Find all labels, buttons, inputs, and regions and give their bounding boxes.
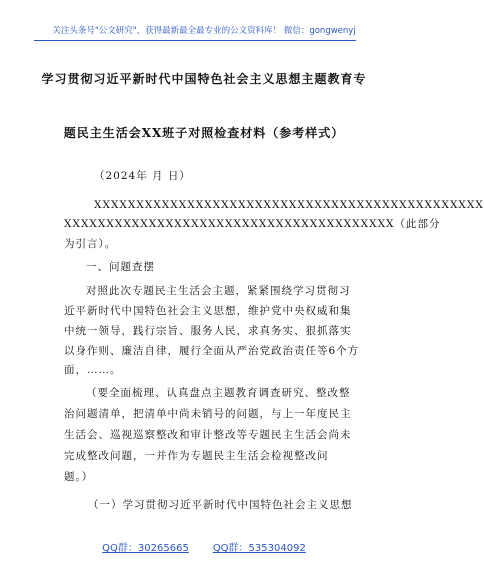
- document-title-line-2: 题民主生活会XX班子对照检查材料（参考样式）: [63, 126, 345, 140]
- footer-qq-groups: [0, 539, 408, 554]
- para2-line-3: 生活会、巡视巡察整改和审计整改等专题民主生活会尚未: [64, 429, 352, 441]
- para1-line-3: 中统一领导，践行宗旨、服务人民，求真务实、狠抓落实: [64, 325, 352, 337]
- para1-line-1: 对照此次专题民主生活会主题，紧紧围绕学习贯彻习: [86, 285, 351, 297]
- para2-line-2: 治问题清单，把清单中尚未销号的问题，与上一年度民主: [64, 408, 352, 420]
- para2-line-5: 题。）: [64, 471, 94, 483]
- intro-line-1: XXXXXXXXXXXXXXXXXXXXXXXXXXXXXXXXXXXXXXXXXXXXXX: [94, 199, 484, 211]
- qq-group-link-1[interactable]: QQ群：30265665: [102, 543, 189, 554]
- para1-line-2: 近平新时代中国特色社会主义思想，维护党中央权威和集: [64, 305, 352, 317]
- intro-line-3: 为引言）。: [64, 238, 117, 250]
- qq-group-link-2[interactable]: QQ群：535304092: [212, 543, 306, 554]
- para1-line-5: 面，……。: [64, 364, 122, 376]
- header-banner: 关注头条号"公文研究"，获得最新最全最专业的公文资料库！ 微信：gongwenyj: [52, 26, 356, 36]
- document-title-line-1: 学习贯彻习近平新时代中国特色社会主义思想主题教育专: [41, 72, 367, 86]
- date-line: （2024年 月 日）: [94, 170, 191, 182]
- para2-line-4: 完成整改问题，一并作为专题民主生活会检视整改问: [64, 450, 329, 462]
- para2-line-1: （要全面梳理、认真盘点主题教育调查研究、整改整: [86, 387, 351, 399]
- para1-line-4: 以身作则、廉洁自律，履行全面从严治党政治责任等6个方: [64, 345, 360, 357]
- section-heading-1: 一、问题查摆: [86, 261, 155, 273]
- subsection-heading-1: （一）学习贯彻习近平新时代中国特色社会主义思想: [88, 499, 353, 511]
- intro-line-2: XXXXXXXXXXXXXXXXXXXXXXXXXXXXXXXXXXXXXXX（此部分: [64, 218, 441, 230]
- header-divider: [34, 40, 356, 41]
